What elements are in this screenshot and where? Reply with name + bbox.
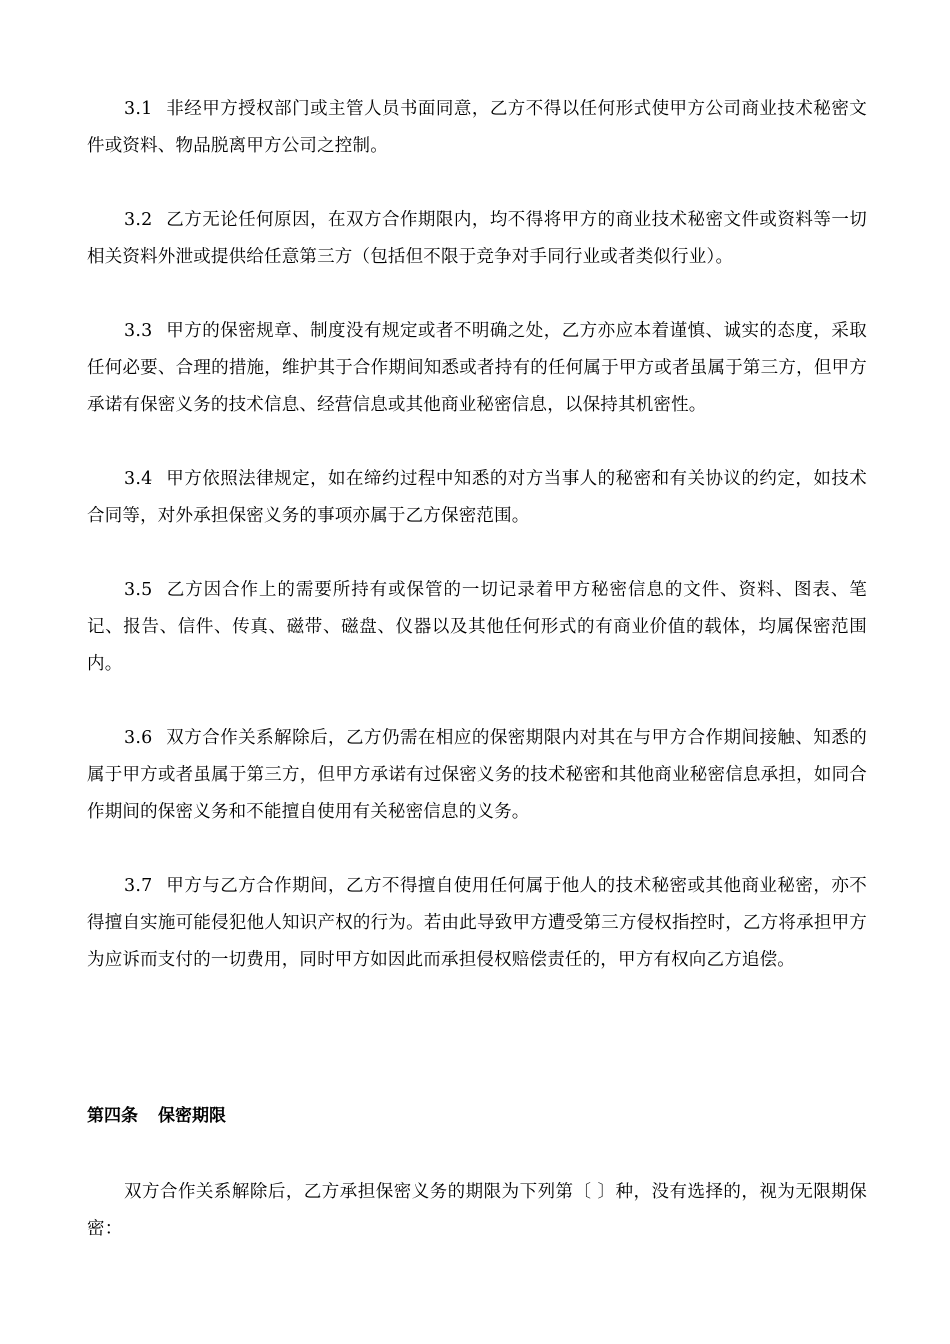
section-title: 保密期限 bbox=[158, 1106, 226, 1126]
clause-number: 3.7 bbox=[124, 876, 153, 896]
clause-text: 非经甲方授权部门或主管人员书面同意，乙方不得以任何形式使甲方公司商业技术秘密文件或资料、物品脱离甲方公司之控制。 bbox=[87, 99, 867, 156]
clause-3-6 bbox=[87, 720, 867, 831]
clause-text: 乙方无论任何原因，在双方合作期限内，均不得将甲方的商业技术秘密文件或资料等一切相关资料外泄或提供给任意第三方（包括但不限于竞争对手同行业或者类似行业）。 bbox=[87, 210, 867, 267]
clause-3-2 bbox=[87, 202, 867, 276]
clause-number: 3.5 bbox=[124, 580, 153, 600]
section-label: 第四条 bbox=[87, 1106, 138, 1126]
clause-text: 甲方与乙方合作期间，乙方不得擅自使用任何属于他人的技术秘密或其他商业秘密，亦不得擅自实施可能侵犯他人知识产权的行为。若由此导致甲方遭受第三方侵权指控时，乙方将承担甲方为应诉而支付的一切费用，同时甲方如因此而承担侵权赔偿责任的，甲方有权向乙方追偿。 bbox=[87, 876, 867, 970]
clause-text: 甲方依照法律规定，如在缔约过程中知悉的对方当事人的秘密和有关协议的约定，如技术合同等，对外承担保密义务的事项亦属于乙方保密范围。 bbox=[87, 469, 867, 526]
clause-number: 3.3 bbox=[124, 321, 153, 341]
clause-number: 3.2 bbox=[124, 210, 153, 230]
clause-number: 3.6 bbox=[124, 728, 153, 748]
clause-3-4 bbox=[87, 461, 867, 535]
section-4-intro: 双方合作关系解除后，乙方承担保密义务的期限为下列第〔 〕种，没有选择的，视为无限期保密： bbox=[87, 1182, 867, 1239]
section-4-heading bbox=[87, 1098, 867, 1135]
clause-3-7 bbox=[87, 868, 867, 979]
clause-number: 3.4 bbox=[124, 469, 153, 489]
clause-3-3 bbox=[87, 313, 867, 424]
clause-3-1 bbox=[87, 91, 867, 165]
clause-text: 双方合作关系解除后，乙方仍需在相应的保密期限内对其在与甲方合作期间接触、知悉的属于甲方或者虽属于第三方，但甲方承诺有过保密义务的技术秘密和其他商业秘密信息承担，如同合作期间的保密义务和不能擅自使用有关秘密信息的义务。 bbox=[87, 728, 867, 822]
clause-text: 甲方的保密规章、制度没有规定或者不明确之处，乙方亦应本着谨慎、诚实的态度，采取任何必要、合理的措施，维护其于合作期间知悉或者持有的任何属于甲方或者虽属于第三方，但甲方承诺有保密义务的技术信息、经营信息或其他商业秘密信息，以保持其机密性。 bbox=[87, 321, 867, 415]
clause-3-5 bbox=[87, 572, 867, 683]
clause-number: 3.1 bbox=[124, 99, 153, 119]
clause-text: 乙方因合作上的需要所持有或保管的一切记录着甲方秘密信息的文件、资料、图表、笔记、报告、信件、传真、磁带、磁盘、仪器以及其他任何形式的有商业价值的载体，均属保密范围内。 bbox=[87, 580, 867, 674]
